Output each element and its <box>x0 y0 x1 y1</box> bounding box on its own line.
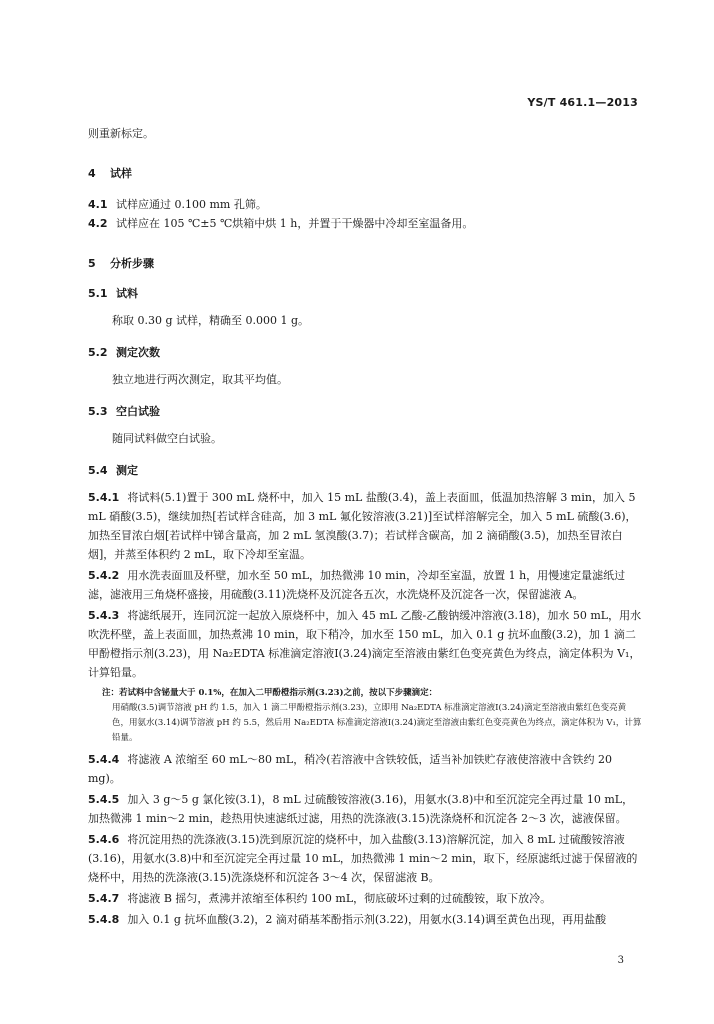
step-5-4-8: 5.4.8 加入 0.1 g 抗坏血酸(3.2)，2 滴对硝基苯酚指示剂(3.22)，用氨水(3.14)调至黄色出现，再用盐酸 <box>88 913 607 926</box>
standard-code: YS/T 461.1—2013 <box>527 96 638 109</box>
note-block <box>88 686 642 746</box>
step-5-4-5: 5.4.5 加入 3 g～5 g 氯化铵(3.1)，8 mL 过硫酸铵溶液(3.16)，用氨水(3.8)中和至沉淀完全再过量 10 mL，加热微沸 1 min～2 min，趁热用快速滤纸过滤，用热的洗涤液(3.15)洗涤烧杯和沉淀各 2～3 次，滤液保留。 <box>88 793 634 825</box>
page-number: 3 <box>617 955 624 966</box>
note-body: 用硝酸(3.5)调节溶液 pH 约 1.5，加入 1 滴二甲酚橙指示剂(3.23)，立即用 Na₂EDTA 标准滴定溶液Ⅰ(3.24)滴定至溶液由紫红色变亮黄色，用氨水(3.14)调节溶液 pH 约 5.5，然后用 Na₂EDTA 标准滴定溶液Ⅰ(3.24)滴定至溶液由紫红色变亮黄色为终点，滴定体积为 V₁，计算铅量。 <box>112 703 642 743</box>
item-4-1: 4.1 试样应通过 0.100 mm 孔筛。 <box>88 198 267 211</box>
section-4-heading: 4 试样 <box>88 167 132 180</box>
section-5-heading: 5 分析步骤 <box>88 257 154 270</box>
section-5-4-heading: 5.4 测定 <box>88 464 138 477</box>
step-5-4-3: 5.4.3 将滤纸展开，连同沉淀一起放入原烧杯中，加入 45 mL 乙酸-乙酸钠缓冲溶液(3.18)，加水 50 mL，用水吹洗杯壁，盖上表面皿，加热煮沸 10 min，取下稍冷，加水至 150 mL，加入 0.1 g 抗坏血酸(3.2)，加 1 滴二甲酚橙指示剂(3.23)，用 Na₂EDTA 标准滴定溶液Ⅰ(3.24)滴定至溶液由紫红色变亮黄色为终点，滴定体积为 V₁，计算铅量。 <box>88 609 642 679</box>
step-5-4-6: 5.4.6 将沉淀用热的洗涤液(3.15)洗到原沉淀的烧杯中，加入盐酸(3.13)溶解沉淀，加入 8 mL 过硫酸铵溶液(3.16)，用氨水(3.8)中和至沉淀完全再过量 10 mL，加热微沸 1 min～2 min，取下，经原滤纸过滤于保留液的烧杯中，用热的洗涤液(3.15)洗涤烧杯和沉淀各 3～4 次，保留滤液 B。 <box>88 833 638 884</box>
item-4-2: 4.2 试样应在 105 ℃±5 ℃烘箱中烘 1 h，并置于干燥器中冷却至室温备用。 <box>88 217 474 230</box>
section-5-2-heading: 5.2 测定次数 <box>88 346 160 359</box>
note-lead: 注：若试料中含铋量大于 0.1%，在加入二甲酚橙指示剂(3.23)之前，按以下步骤滴定： <box>102 688 438 698</box>
step-5-4-2: 5.4.2 用水洗表面皿及杯壁，加水至 50 mL，加热微沸 10 min，冷却至室温，放置 1 h，用慢速定量滤纸过滤，滤液用三角烧杯盛接，用硫酸(3.11)洗烧杯及沉淀各五次，水洗烧杯及沉淀各一次，保留滤液 A。 <box>88 569 626 601</box>
section-5-2-text: 独立地进行两次测定，取其平均值。 <box>112 373 288 386</box>
continuation-text: 则重新标定。 <box>88 127 154 140</box>
step-5-4-1: 5.4.1 将试料(5.1)置于 300 mL 烧杯中，加入 15 mL 盐酸(3.4)，盖上表面皿，低温加热溶解 3 min，加入 5 mL 硝酸(3.5)，继续加热[若试样含硅高，加 3 mL 氟化铵溶液(3.21)]至试样溶解完全，加入 5 mL 硫酸(3.6)，加热至冒浓白烟[若试样中锑含量高，加 2 mL 氢溴酸(3.7)；若试样含碳高，加 2 滴硝酸(3.5)，加热至冒浓白烟]，并蒸至体积约 2 mL，取下冷却至室温。 <box>88 491 637 561</box>
section-5-1-heading: 5.1 试料 <box>88 287 138 300</box>
step-5-4-4: 5.4.4 将滤液 A 浓缩至 60 mL～80 mL，稍冷(若溶液中含铁较低，适当补加铁贮存液使溶液中含铁约 20 mg)。 <box>88 753 613 785</box>
section-5-3-heading: 5.3 空白试验 <box>88 405 160 418</box>
section-5-3-text: 随同试料做空白试验。 <box>112 432 222 445</box>
document-body <box>88 120 642 929</box>
section-5-1-text: 称取 0.30 g 试样，精确至 0.000 1 g。 <box>112 314 310 327</box>
step-5-4-7: 5.4.7 将滤液 B 摇匀，煮沸并浓缩至体积约 100 mL，彻底破坏过剩的过硫酸铵，取下放冷。 <box>88 892 552 905</box>
